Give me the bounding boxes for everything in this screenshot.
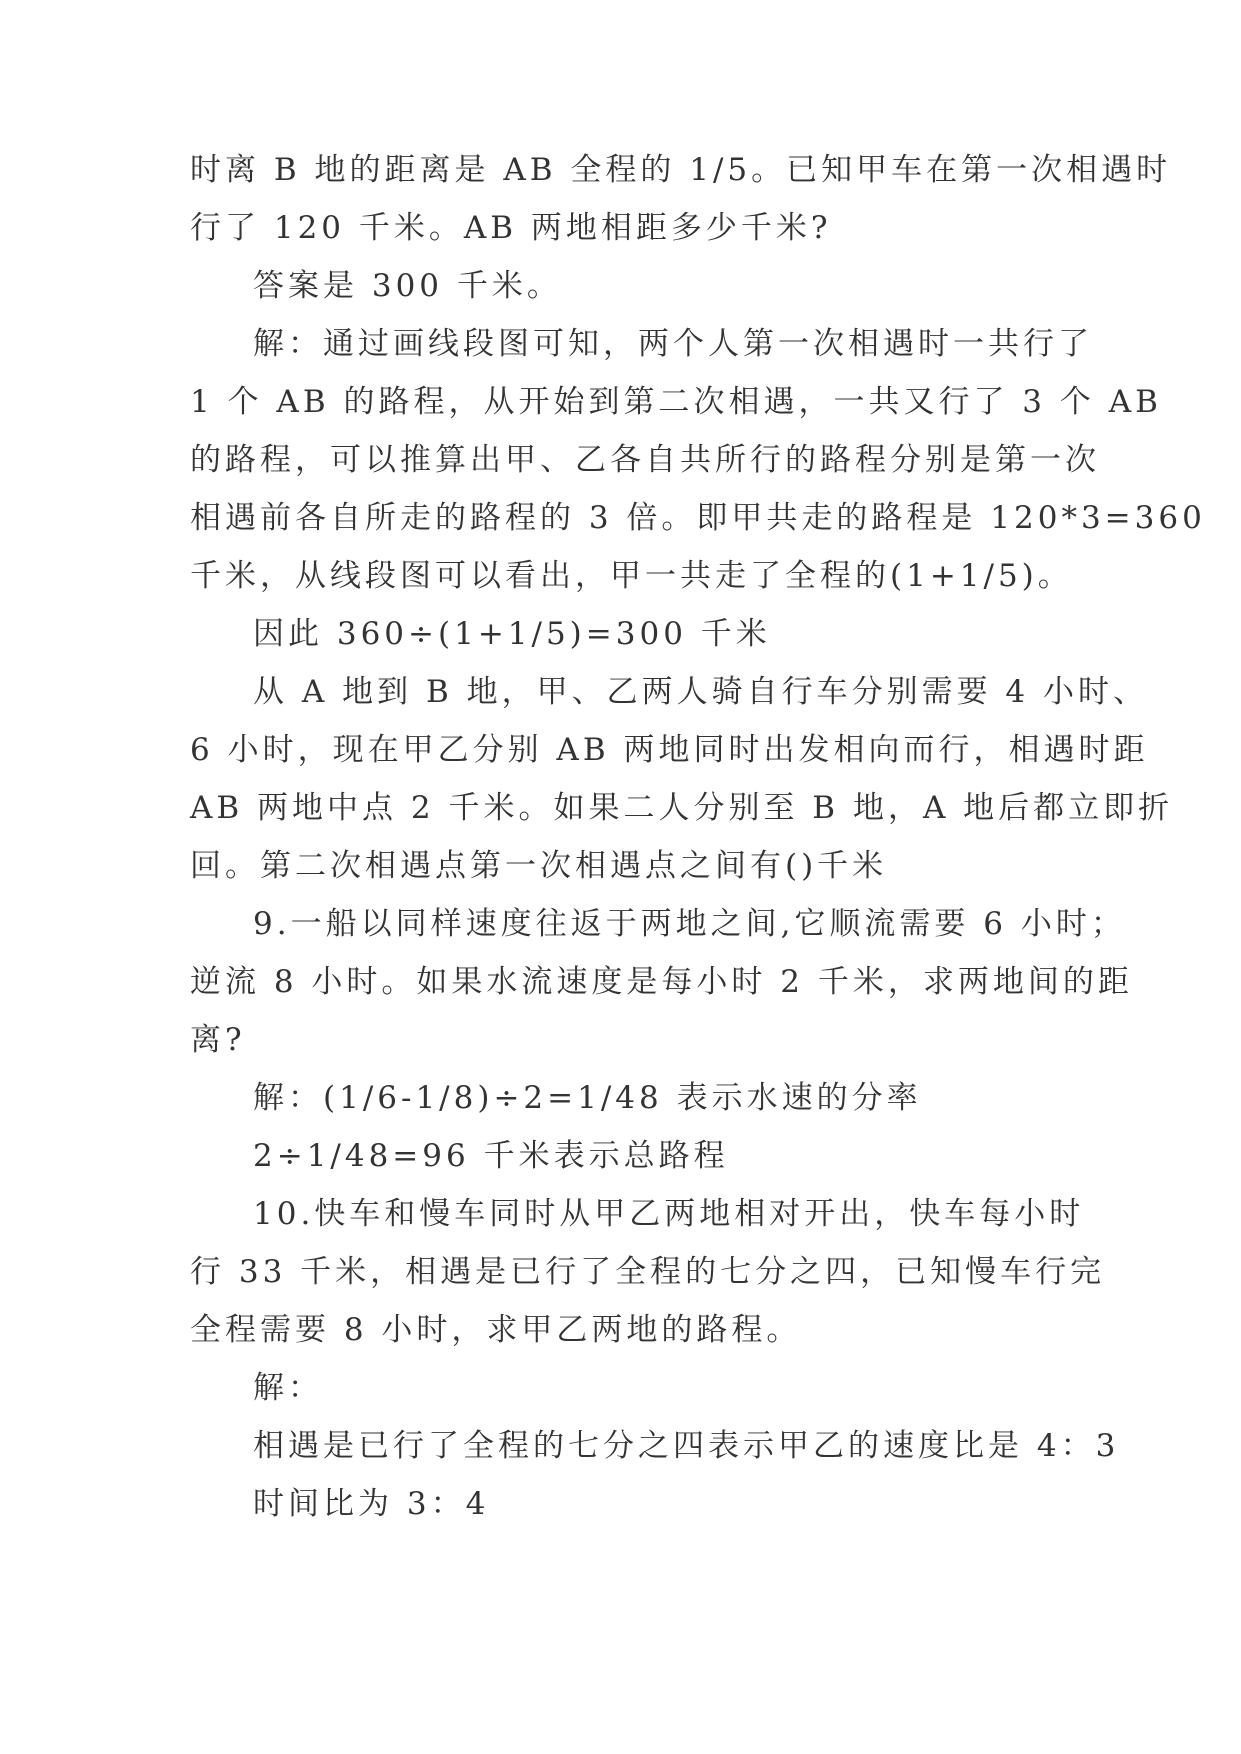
answer-line: 答案是 300 千米。: [253, 268, 562, 304]
solution-line: 因此 360÷(1+1/5)=300 千米: [253, 616, 771, 652]
text-line: 行 33 千米，相遇是已行了全程的七分之四，已知慢车行完: [190, 1254, 1106, 1290]
solution-line: 解：通过画线段图可知，两个人第一次相遇时一共行了: [253, 326, 1093, 362]
text-line: 时离 B 地的距离是 AB 全程的 1/5。已知甲车在第一次相遇时: [190, 152, 1172, 188]
text-line: 回。第二次相遇点第一次相遇点之间有()千米: [190, 848, 888, 884]
text-line: 全程需要 8 小时，求甲乙两地的路程。: [190, 1312, 802, 1348]
text-line: 行了 120 千米。AB 两地相距多少千米?: [190, 210, 832, 246]
text-line: 离?: [190, 1022, 246, 1058]
text-line: 1 个 AB 的路程，从开始到第二次相遇，一共又行了 3 个 AB: [190, 384, 1162, 420]
question-line: 从 A 地到 B 地，甲、乙两人骑自行车分别需要 4 小时、: [253, 674, 1149, 710]
text-line: 6 小时，现在甲乙分别 AB 两地同时出发相向而行，相遇时距: [190, 732, 1149, 768]
question-line: 9.一船以同样速度往返于两地之间,它顺流需要 6 小时；: [253, 906, 1126, 942]
text-line: AB 两地中点 2 千米。如果二人分别至 B 地，A 地后都立即折: [190, 790, 1174, 826]
solution-line: 时间比为 3：4: [253, 1486, 490, 1522]
solution-line: 相遇是已行了全程的七分之四表示甲乙的速度比是 4：3: [253, 1428, 1120, 1464]
solution-line: 解：(1/6-1/8)÷2=1/48 表示水速的分率: [253, 1080, 922, 1116]
text-line: 相遇前各自所走的路程的 3 倍。即甲共走的路程是 120*3=360: [190, 500, 1206, 536]
text-line: 的路程，可以推算出甲、乙各自共所行的路程分别是第一次: [190, 442, 1100, 478]
solution-line: 2÷1/48=96 千米表示总路程: [253, 1138, 729, 1174]
solution-line: 解：: [253, 1370, 323, 1406]
question-line: 10.快车和慢车同时从甲乙两地相对开出，快车每小时: [253, 1196, 1085, 1232]
text-line: 千米，从线段图可以看出，甲一共走了全程的(1+1/5)。: [190, 558, 1073, 594]
text-line: 逆流 8 小时。如果水流速度是每小时 2 千米，求两地间的距: [190, 964, 1133, 1000]
